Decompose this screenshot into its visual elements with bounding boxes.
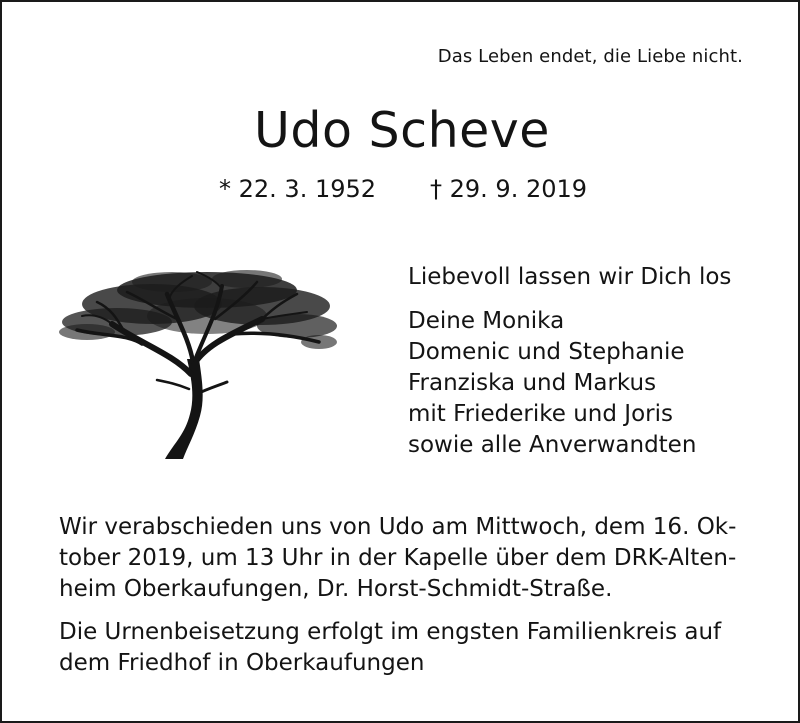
text-line: Die Urnenbeisetzung erfolgt im engsten Familienkreis auf [59, 619, 722, 645]
mourner: Franziska und Markus [408, 370, 657, 396]
service-details [59, 512, 736, 605]
mourner: Deine Monika [408, 308, 565, 334]
mourner: sowie alle Anverwandten [408, 432, 697, 458]
motto: Das Leben endet, die Liebe nicht. [437, 46, 743, 67]
text-line: heim Oberkaufungen, Dr. Horst-Schmidt-Straße. [59, 576, 613, 602]
mourner: Domenic und Stephanie [408, 339, 685, 365]
farewell-line: Liebevoll lassen wir Dich los [408, 264, 732, 290]
deceased-name: Udo Scheve [254, 102, 550, 159]
mourners-list [408, 306, 696, 461]
text-line: tober 2019, um 13 Uhr in der Kapelle über dem DRK-Alten- [59, 545, 737, 571]
burial-details [59, 617, 721, 679]
death-date: † 29. 9. 2019 [430, 175, 588, 203]
text-line: Wir verabschieden uns von Udo am Mittwoch, dem 16. Ok- [59, 514, 737, 540]
mourner: mit Friederike und Joris [408, 401, 673, 427]
birth-date: * 22. 3. 1952 [219, 175, 377, 203]
text-line: dem Friedhof in Oberkaufungen [59, 650, 425, 676]
tree-silhouette-icon [57, 264, 337, 459]
